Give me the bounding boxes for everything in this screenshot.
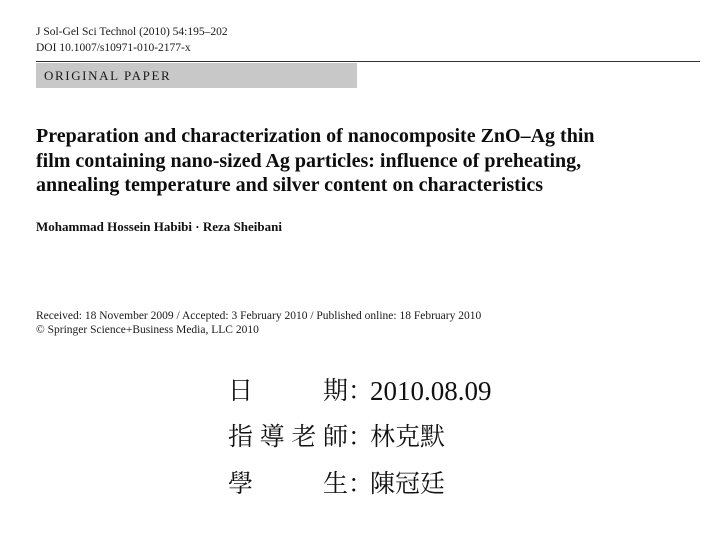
title-line: film containing nano-sized Ag particles: influence of preheating, bbox=[36, 149, 582, 172]
date-label: 日 期 bbox=[228, 376, 348, 405]
student-label: 學 生 bbox=[228, 469, 348, 498]
copyright-notice: © Springer Science+Business Media, LLC 2010 bbox=[36, 324, 259, 336]
title-line: Preparation and characterization of nanocomposite ZnO–Ag thin bbox=[36, 125, 595, 147]
title-line: annealing temperature and silver content on characteristics bbox=[36, 174, 543, 196]
colon: ： bbox=[348, 422, 374, 451]
colon: ： bbox=[348, 376, 374, 405]
advisor-value: 林克默 bbox=[370, 422, 446, 451]
student-value: 陳冠廷 bbox=[370, 469, 446, 498]
header-rule bbox=[36, 61, 700, 62]
publication-dates: Received: 18 November 2009 / Accepted: 3 February 2010 / Published online: 18 February 2010 bbox=[36, 310, 482, 322]
presentation-date-row bbox=[228, 369, 492, 413]
article-title bbox=[36, 124, 696, 198]
advisor-row bbox=[228, 415, 445, 459]
doi: DOI 10.1007/s10971-010-2177-x bbox=[36, 42, 191, 54]
student-row bbox=[228, 462, 445, 506]
authors: Mohammad Hossein Habibi · Reza Sheibani bbox=[36, 219, 282, 234]
journal-reference: J Sol-Gel Sci Technol (2010) 54:195–202 bbox=[36, 26, 228, 38]
advisor-label: 指導老師 bbox=[228, 422, 348, 451]
colon: ： bbox=[348, 469, 374, 498]
date-value: 2010.08.09 bbox=[370, 376, 492, 406]
paper-type-banner: ORIGINAL PAPER bbox=[36, 63, 357, 88]
